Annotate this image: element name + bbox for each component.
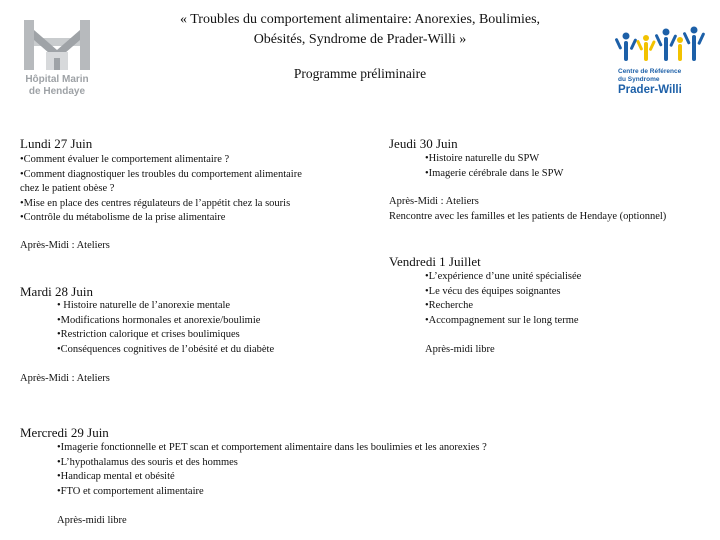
friday-item: •L’expérience d’une unité spécialisée — [425, 271, 582, 282]
monday-item: •Comment diagnostiquer les troubles du comportement alimentaire — [20, 168, 302, 180]
thursday-afternoon-line: Rencontre avec les familles et les patients de Hendaye (optionnel) — [389, 210, 667, 222]
thursday-item: •Imagerie cérébrale dans le SPW — [425, 167, 564, 179]
wednesday-item: •FTO et comportement alimentaire — [57, 485, 204, 497]
tuesday-list — [57, 299, 274, 357]
title-line-2: Obésités, Syndrome de Prader-Willi » — [253, 32, 467, 47]
monday-afternoon: Après-Midi : Ateliers — [20, 240, 110, 251]
tuesday-item: •Modifications hormonales et anorexie/boulimie — [57, 314, 261, 326]
thursday-heading: Jeudi 30 Juin — [389, 136, 458, 151]
logo-right-line3: Prader-Willi — [618, 84, 682, 96]
title-line-1: « Troubles du comportement alimentaire: Anorexies, Boulimies, — [179, 12, 541, 27]
hospital-building-icon — [18, 18, 96, 72]
page-title — [120, 10, 600, 50]
monday-item: chez le patient obèse ? — [20, 183, 115, 195]
monday-item: •Contrôle du métabolisme de la prise alimentaire — [20, 212, 226, 224]
thursday-list — [425, 152, 563, 181]
monday-item: •Mise en place des centres régulateurs de l’appétit chez la souris — [20, 197, 291, 209]
friday-item: •Recherche — [425, 300, 473, 312]
thursday-afternoon — [389, 195, 666, 224]
logo-right-line2: du Syndrome — [618, 75, 660, 83]
tuesday-item: •Conséquences cognitives de l’obésité et du diabète — [57, 343, 275, 355]
wednesday-item: •Imagerie fonctionnelle et PET scan et comportement alimentaire dans les boulimies et les anorexies ? — [57, 442, 487, 453]
tuesday-afternoon: Après-Midi : Ateliers — [20, 373, 110, 384]
friday-afternoon: Après-midi libre — [425, 344, 495, 355]
wednesday-item: •L’hypothalamus des souris et des hommes — [57, 456, 238, 468]
friday-item: •Le vécu des équipes soignantes — [425, 285, 561, 297]
hopital-marin-logo — [18, 18, 96, 102]
prader-willi-logo — [612, 24, 708, 100]
friday-item: •Accompagnement sur le long terme — [425, 314, 579, 326]
thursday-afternoon-line: Après-Midi : Ateliers — [389, 196, 479, 207]
monday-heading: Lundi 27 Juin — [20, 136, 93, 151]
wednesday-item: •Handicap mental et obésité — [57, 471, 175, 483]
logo-left-line2: de Hendaye — [28, 86, 86, 97]
thursday-item: •Histoire naturelle du SPW — [425, 153, 540, 164]
friday-list — [425, 270, 581, 328]
logo-right-line1: Centre de Référence — [618, 68, 682, 75]
tuesday-heading: Mardi 28 Juin — [20, 284, 93, 299]
monday-list — [20, 153, 302, 226]
page-subtitle: Programme préliminaire — [293, 66, 427, 81]
tuesday-item: • Histoire naturelle de l’anorexie mentale — [57, 300, 231, 311]
wednesday-list — [57, 441, 487, 499]
wednesday-heading: Mercredi 29 Juin — [20, 425, 109, 440]
monday-item: •Comment évaluer le comportement alimentaire ? — [20, 154, 230, 165]
friday-heading: Vendredi 1 Juillet — [389, 254, 481, 269]
logo-left-line1: Hôpital Marin — [25, 74, 89, 85]
tuesday-item: •Restriction calorique et crises boulimiques — [57, 329, 240, 341]
people-figures-icon — [612, 24, 708, 66]
wednesday-afternoon: Après-midi libre — [57, 515, 127, 526]
